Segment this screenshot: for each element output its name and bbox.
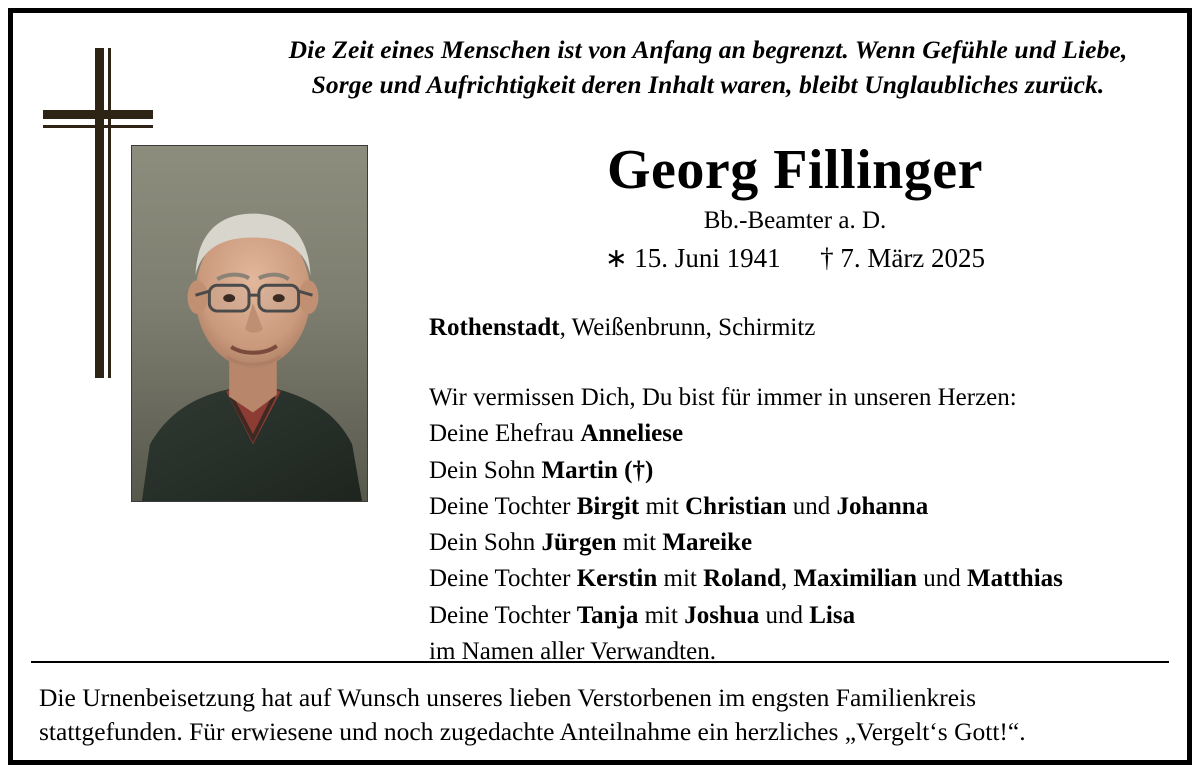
- member-name: Christian: [685, 492, 787, 520]
- member-name: Martin (†): [541, 456, 654, 484]
- member-connector: und: [917, 565, 968, 593]
- footer-text: [39, 681, 1161, 749]
- family-member-line: [429, 416, 1173, 452]
- motto-line-2: Sorge und Aufrichtigkeit deren Inhalt waren, bleibt Unglaubliches zurück.: [311, 69, 1105, 99]
- member-name: Jürgen: [541, 529, 617, 557]
- member-name: Johanna: [836, 492, 929, 520]
- member-connector: mit: [638, 601, 685, 629]
- member-name: Maximilian: [793, 565, 918, 593]
- cross-vertical-bar: [95, 48, 104, 378]
- footer-line-2: stattgefunden. Für erwiesene und noch zugedachte Anteilnahme ein herzliches „Vergelt‘s Gott!“.: [39, 716, 1026, 746]
- birth-date: ∗ 15. Juni 1941: [604, 242, 781, 273]
- main-column: [417, 141, 1173, 670]
- relation-label: Deine Tochter: [429, 492, 577, 520]
- relation-label: Dein Sohn: [429, 456, 542, 484]
- relation-label: Deine Tochter: [429, 601, 577, 629]
- relation-label: Deine Ehefrau: [429, 420, 581, 448]
- family-intro: Wir vermissen Dich, Du bist für immer in unseren Herzen:: [429, 384, 1017, 412]
- member-name: Kerstin: [576, 565, 658, 593]
- cross-vertical-bar-thin: [108, 48, 111, 378]
- member-name: Tanja: [576, 601, 639, 629]
- family-block: [417, 380, 1173, 670]
- cross-horizontal-bar: [43, 110, 153, 119]
- place-primary: Rothenstadt: [429, 313, 560, 341]
- member-name: Joshua: [684, 601, 760, 629]
- footer-divider: [31, 661, 1169, 663]
- member-connector: mit: [657, 565, 704, 593]
- family-member-line: [429, 598, 1173, 634]
- motto-line-1: Die Zeit eines Menschen ist von Anfang an begrenzt. Wenn Gefühle und Liebe,: [288, 35, 1128, 64]
- portrait-image: [132, 146, 367, 501]
- family-closing: im Namen aller Verwandten.: [429, 637, 716, 665]
- portrait-photo: [131, 145, 368, 502]
- member-name: Roland: [703, 565, 781, 593]
- death-date: † 7. März 2025: [820, 242, 986, 273]
- family-member-line: [429, 525, 1173, 561]
- deceased-name: Georg Fillinger: [606, 139, 984, 201]
- deceased-profession: Bb.-Beamter a. D.: [703, 206, 887, 234]
- family-member-line: [429, 453, 1173, 489]
- family-member-line: [429, 561, 1173, 597]
- obituary-frame: [8, 8, 1192, 765]
- relation-label: Deine Tochter: [429, 565, 577, 593]
- place-rest: , Weißenbrunn, Schirmitz: [559, 313, 816, 341]
- deceased-dates: [417, 242, 1173, 276]
- family-member-line: [429, 489, 1173, 525]
- footer-line-1: Die Urnenbeisetzung hat auf Wunsch unseres lieben Verstorbenen im engsten Familienkreis: [39, 683, 977, 712]
- cross-horizontal-bar-thin: [43, 125, 153, 128]
- obituary-content: [13, 13, 1187, 760]
- relation-label: Dein Sohn: [429, 529, 542, 557]
- member-name: Anneliese: [580, 420, 684, 448]
- member-separator: ,: [780, 565, 794, 593]
- motto-text: [243, 33, 1173, 102]
- member-connector: mit: [639, 492, 686, 520]
- member-connector: mit: [616, 529, 663, 557]
- member-name: Birgit: [576, 492, 640, 520]
- places-line: [417, 312, 1173, 345]
- member-name: Lisa: [809, 601, 856, 629]
- member-name: Matthias: [967, 565, 1063, 593]
- member-connector: und: [759, 601, 810, 629]
- member-name: Mareike: [662, 529, 753, 557]
- member-connector: und: [786, 492, 837, 520]
